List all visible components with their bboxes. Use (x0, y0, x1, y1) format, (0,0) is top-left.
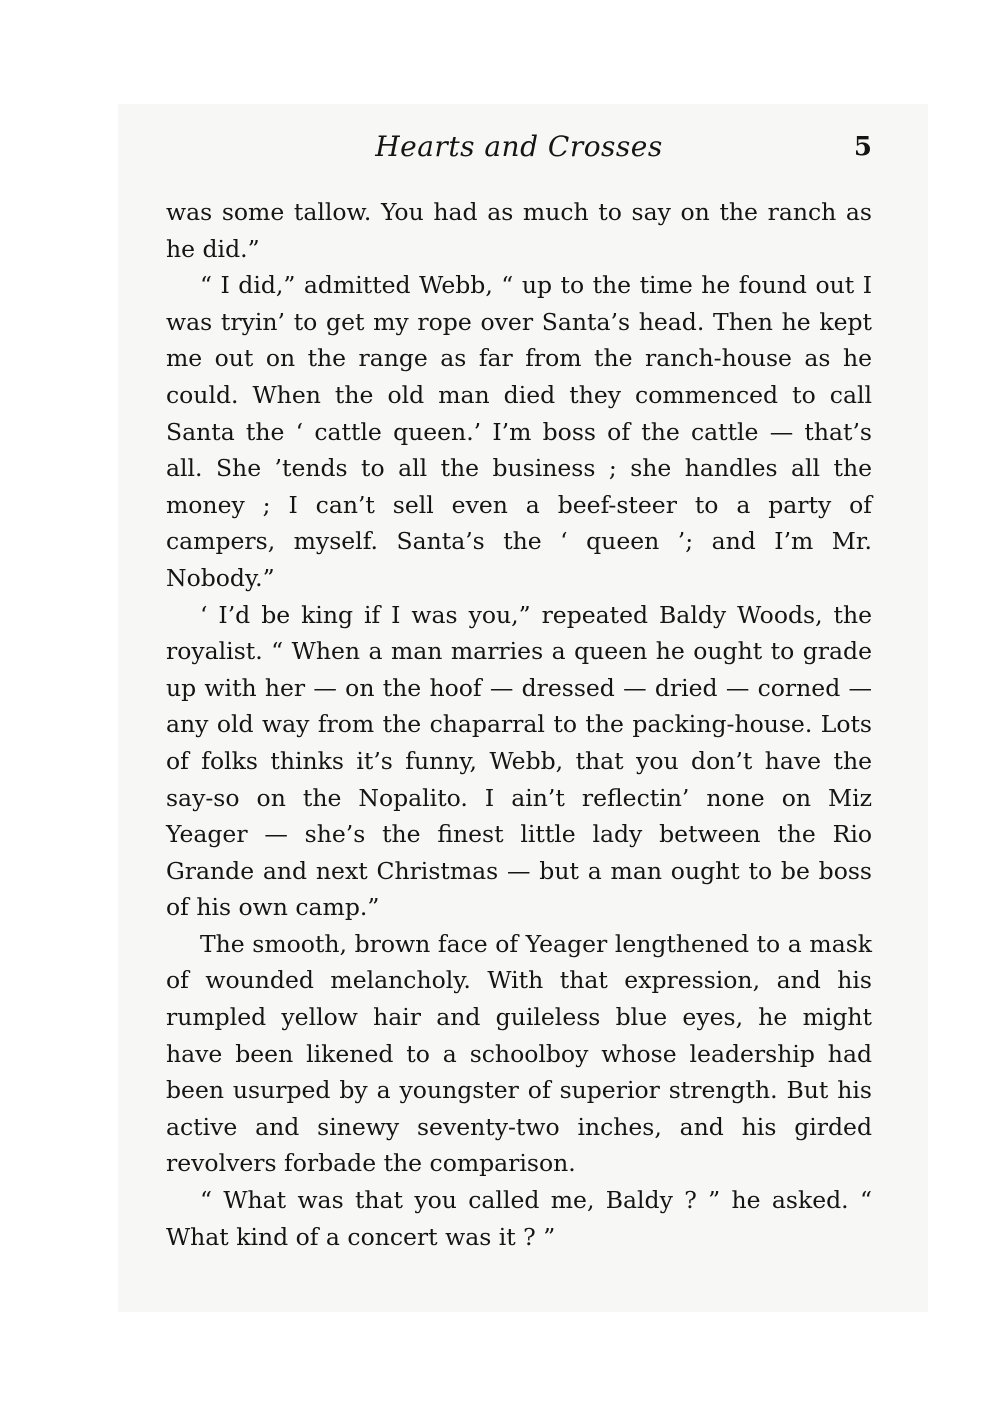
page-header (166, 130, 872, 180)
body-text (166, 194, 872, 1255)
paragraph-continued: was some tallow. You had as much to say on the ranch as he did.” (166, 198, 872, 263)
page-number: 5 (853, 132, 872, 162)
book-page (166, 130, 872, 1255)
paragraph: ‘ I’d be king if I was you,” repeated Baldy Woods, the royalist. “ When a man marries a queen he ought to grade up with her — on the hoof — dressed — dried — corned — any old way from the chaparral to the packing-house. Lots of folks thinks it’s funny, Webb, that you don’t have the say-so on the Nopalito. I ain’t reflectin’ none on Miz Yeager — she’s the finest little lady between the Rio Grande and next Christmas — but a man ought to be boss of his own camp.” (166, 600, 872, 922)
running-title: Hearts and Crosses (375, 130, 663, 163)
paragraph: The smooth, brown face of Yeager lengthened to a mask of wounded melancholy. With that expression, and his rumpled yellow hair and guileless blue eyes, he might have been likened to a schoolboy whose leadership had been usurped by a youngster of superior strength. But his active and sinewy seventy-two inches, and his girded revolvers forbade the comparison. (166, 929, 872, 1178)
paragraph: “ I did,” admitted Webb, “ up to the time he found out I was tryin’ to get my rope over Santa’s head. Then he kept me out on the range as far from the ranch-house as he could. When the old man died they commenced to call Santa the ‘ cattle queen.’ I’m boss of the cattle — that’s all. She ’tends to all the business ; she handles all the money ; I can’t sell even a beef-steer to a party of campers, myself. Santa’s the ‘ queen ’; and I’m Mr. Nobody.” (166, 271, 872, 592)
paragraph: “ What was that you called me, Baldy ? ” he asked. “ What kind of a concert was it ? ” (166, 1186, 872, 1251)
